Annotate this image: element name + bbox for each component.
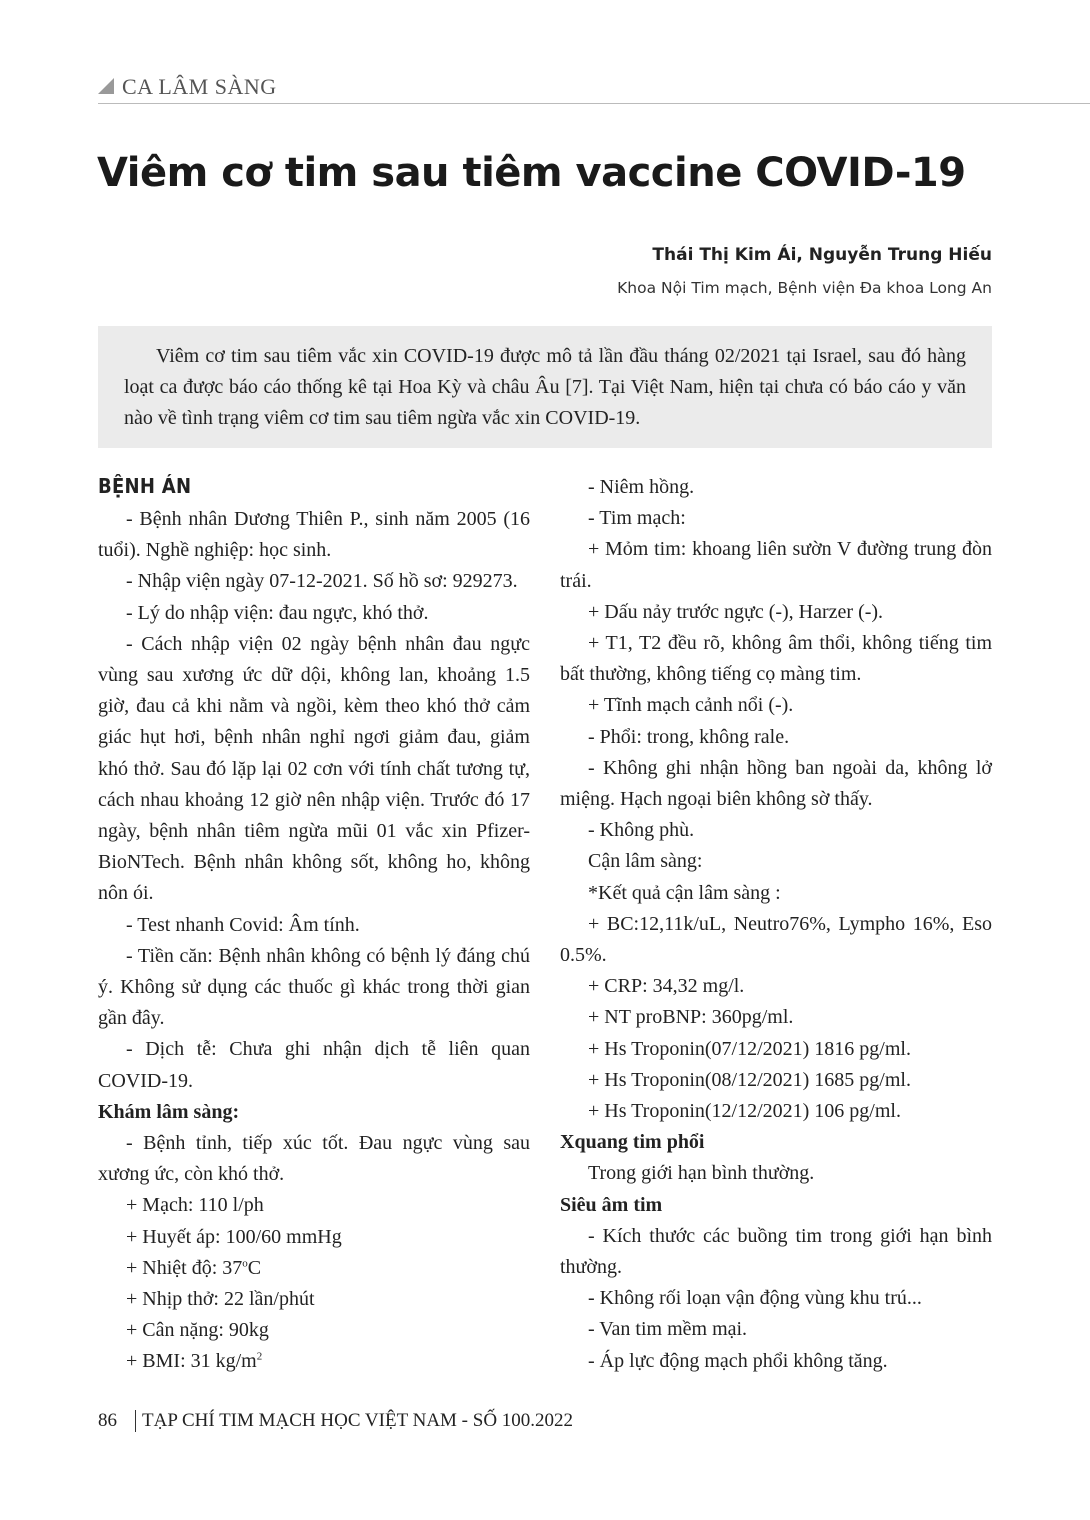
vital-sign: + Nhịp thở: 22 lần/phút: [126, 1288, 315, 1311]
vital-sign: + Nhiệt độ: 37$^o$C: [126, 1256, 262, 1279]
paragraph: - Tiền căn: Bệnh nhân không có bệnh lý đáng chú ý. Không sử dụng các thuốc gì khác trong thời gian gần đây.: [98, 944, 530, 1030]
paragraph: - Không rối loạn vận động vùng khu trú...: [588, 1287, 922, 1310]
paragraph: - Van tim mềm mại.: [588, 1318, 748, 1341]
paragraph: *Kết quả cận lâm sàng :: [588, 881, 781, 904]
vital-sign: + BMI: 31 $kg/m^2$: [126, 1350, 263, 1373]
paragraph: - Bệnh tỉnh, tiếp xúc tốt. Đau ngực vùng sau xương ức, còn khó thở.: [98, 1132, 530, 1186]
section-header: [98, 74, 277, 100]
paragraph: - Cách nhập viện 02 ngày bệnh nhân đau ngực vùng sau xương ức dữ dội, không lan, khoảng 1.5 giờ, đau cả khi nằm và ngồi, kèm theo khó thở cảm giác hụt hơi, bệnh nhân nghỉ ngơi giảm đau, giảm khó thở. Sau đó lặp lại 02 cơn với tính chất tương tự, cách nhau khoảng 12 giờ nên nhập viện. Trước đó 17 ngày, bệnh nhân tiêm ngừa mũi 01 vắc xin Pfizer-BioNTech. Bệnh nhân không sốt, không ho, không nôn ói.: [98, 632, 530, 905]
lab-result: + Hs Troponin(08/12/2021) 1685 pg/ml.: [588, 1068, 911, 1091]
authors: Thái Thị Kim Ái, Nguyễn Trung Hiếu: [652, 245, 992, 265]
paragraph: - Không ghi nhận hồng ban ngoài da, không lở miệng. Hạch ngoại biên không sờ thấy.: [560, 756, 992, 811]
triangle-icon: [98, 78, 114, 94]
subheading: Siêu âm tim: [560, 1193, 663, 1216]
lab-result: + Hs Troponin(07/12/2021) 1816 pg/ml.: [588, 1037, 911, 1060]
paragraph: + T1, T2 đều rõ, không âm thổi, không tiếng tim bất thường, không tiếng cọ màng tim.: [560, 632, 992, 686]
paragraph: - Bệnh nhân Dương Thiên P., sinh năm 2005 (16 tuổi). Nghề nghiệp: học sinh.: [98, 508, 530, 562]
left-column: [98, 470, 530, 1378]
footer-divider: [135, 1410, 136, 1432]
paragraph: - Lý do nhập viện: đau ngực, khó thở.: [126, 601, 429, 624]
section-heading: BỆNH ÁN: [98, 474, 192, 498]
vital-sign: + Huyết áp: 100/60 mmHg: [126, 1225, 342, 1248]
article-title: Viêm cơ tim sau tiêm vaccine COVID-19: [97, 150, 966, 196]
vital-sign: + Cân nặng: 90kg: [126, 1319, 269, 1342]
paragraph: - Test nhanh Covid: Âm tính.: [126, 913, 360, 936]
vital-sign: + Mạch: 110 l/ph: [126, 1194, 264, 1217]
page-number: 86: [98, 1410, 117, 1431]
paragraph: Trong giới hạn bình thường.: [588, 1162, 815, 1185]
paragraph: - Phổi: trong, không rale.: [588, 725, 790, 748]
paragraph: - Tim mạch:: [588, 507, 686, 530]
paragraph: - Kích thước các buồng tim trong giới hạn bình thường.: [560, 1224, 992, 1279]
paragraph: - Nhập viện ngày 07-12-2021. Số hồ sơ: 929273.: [126, 570, 518, 593]
paragraph: - Dịch tễ: Chưa ghi nhận dịch tễ liên quan COVID-19.: [98, 1038, 530, 1092]
paragraph: - Niêm hồng.: [588, 476, 695, 498]
journal-name: TẠP CHÍ TIM MẠCH HỌC VIỆT NAM - SỐ 100.2022: [142, 1410, 574, 1431]
header-divider: [98, 103, 1090, 104]
paragraph: - Không phù.: [588, 819, 695, 842]
lab-result: + NT proBNP: 360pg/ml.: [588, 1006, 794, 1029]
paragraph: + Dấu nảy trước ngực (-), Harzer (-).: [588, 600, 884, 623]
right-column: [560, 472, 992, 1377]
lab-result: + BC:12,11k/uL, Neutro76%, Lympho 16%, Eso 0.5%.: [560, 912, 992, 967]
page-footer: [98, 1410, 573, 1432]
paragraph: - Áp lực động mạch phổi không tăng.: [588, 1349, 888, 1372]
subheading: Khám lâm sàng:: [98, 1100, 240, 1123]
paragraph: Cận lâm sàng:: [588, 850, 703, 873]
lab-result: + Hs Troponin(12/12/2021) 106 pg/ml.: [588, 1100, 901, 1123]
paragraph: + Tĩnh mạch cảnh nổi (-).: [588, 694, 794, 717]
affiliation: Khoa Nội Tim mạch, Bệnh viện Đa khoa Long An: [617, 279, 992, 297]
paragraph: + Mỏm tim: khoang liên sườn V đường trung đòn trái.: [560, 538, 992, 592]
section-label: CA LÂM SÀNG: [122, 74, 277, 99]
subheading: Xquang tim phổi: [560, 1131, 705, 1154]
abstract-box: [98, 326, 992, 448]
lab-result: + CRP: 34,32 mg/l.: [588, 975, 745, 998]
abstract-text: Viêm cơ tim sau tiêm vắc xin COVID-19 được mô tả lần đầu tháng 02/2021 tại Israel, sau đó hàng loạt ca được báo cáo thống kê tại Hoa Kỳ và châu Âu [7]. Tại Việt Nam, hiện tại chưa có báo cáo y văn nào về tình trạng viêm cơ tim sau tiêm ngừa vắc xin COVID-19.: [124, 345, 966, 429]
